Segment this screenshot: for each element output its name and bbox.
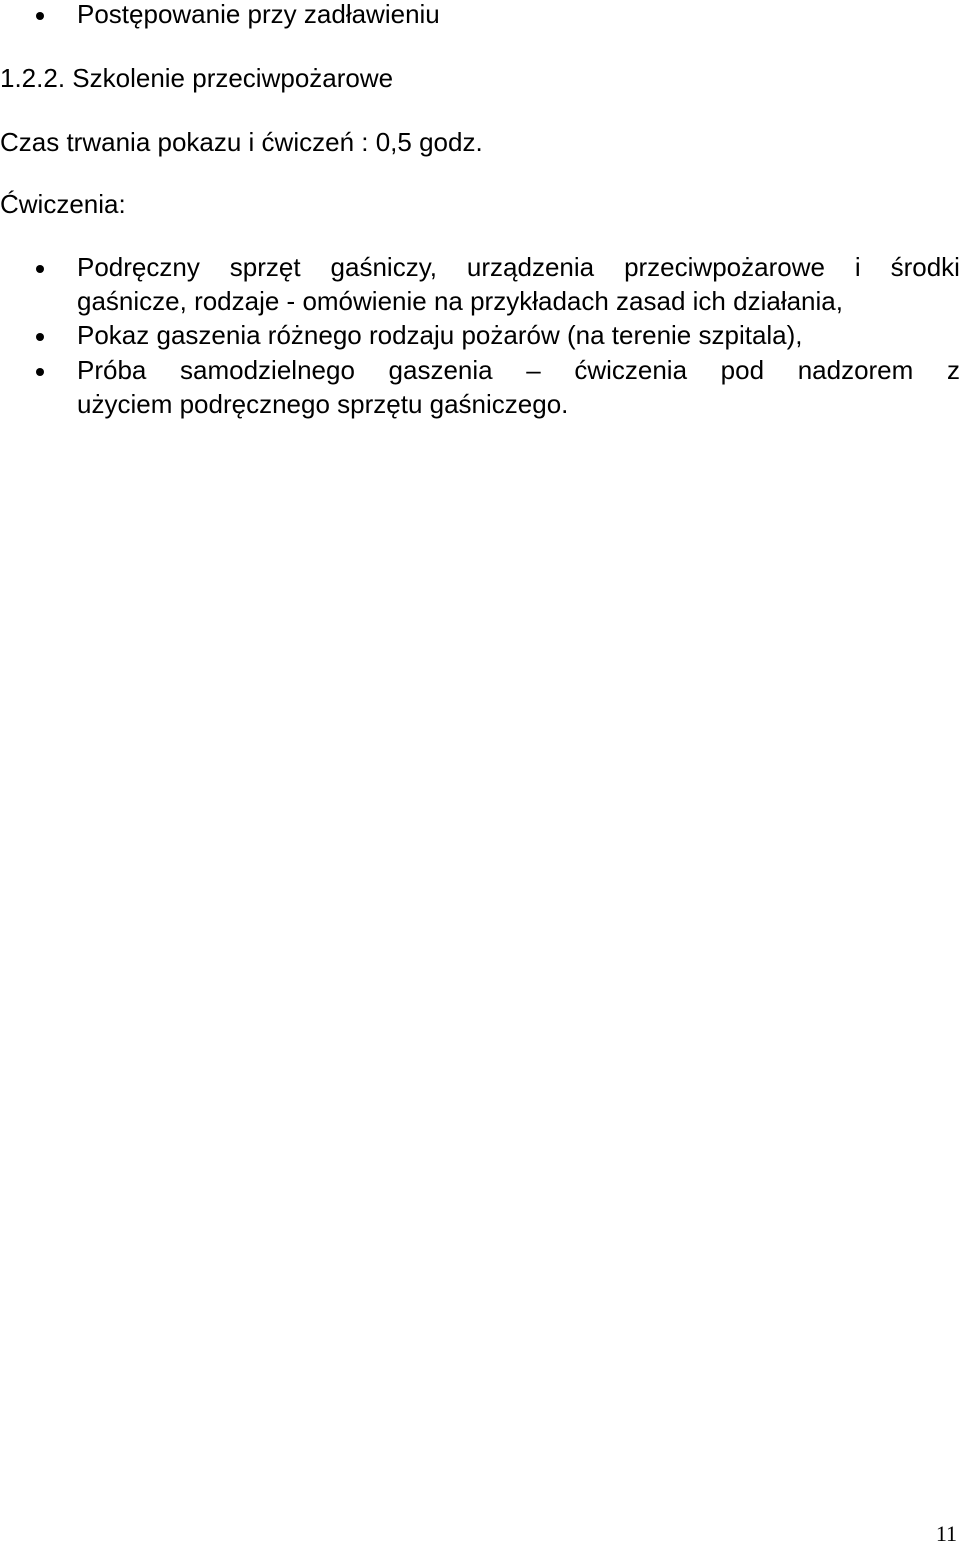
- word: Próba: [77, 355, 147, 385]
- exercise-item-3-line-2: użyciem podręcznego sprzętu gaśniczego.: [77, 389, 569, 419]
- word: pod: [720, 355, 765, 385]
- section-heading: 1.2.2. Szkolenie przeciwpożarowe: [0, 63, 394, 93]
- word: sprzęt: [229, 252, 301, 282]
- exercises-label: Ćwiczenia:: [0, 189, 126, 219]
- exercise-item-1-line-1: [77, 250, 960, 284]
- duration-line: Czas trwania pokazu i ćwiczeń : 0,5 godz.: [0, 127, 483, 157]
- word: nadzorem: [797, 355, 914, 385]
- word: środki: [890, 252, 960, 282]
- exercise-item-2: Pokaz gaszenia różnego rodzaju pożarów (na terenie szpitala),: [77, 320, 803, 350]
- exercise-item-1-line-2: gaśnicze, rodzaje - omówienie na przykładach zasad ich działania,: [77, 286, 843, 316]
- word: ćwiczenia: [574, 355, 688, 385]
- first-list-item: Postępowanie przy zadławieniu: [77, 0, 440, 29]
- exercise-item-3-line-1: [77, 353, 960, 387]
- bullet-icon: [36, 12, 44, 20]
- word: z: [946, 355, 960, 385]
- word: i: [854, 252, 861, 282]
- word: przeciwpożarowe: [624, 252, 825, 282]
- bullet-icon: [36, 333, 44, 341]
- word: samodzielnego: [180, 355, 355, 385]
- word: urządzenia: [466, 252, 595, 282]
- word: gaśniczy,: [330, 252, 437, 282]
- bullet-icon: [36, 368, 44, 376]
- word: gaszenia: [388, 355, 493, 385]
- word: –: [526, 355, 541, 385]
- page-number: 11: [935, 1521, 957, 1546]
- bullet-icon: [36, 265, 44, 273]
- word: Podręczny: [77, 252, 200, 282]
